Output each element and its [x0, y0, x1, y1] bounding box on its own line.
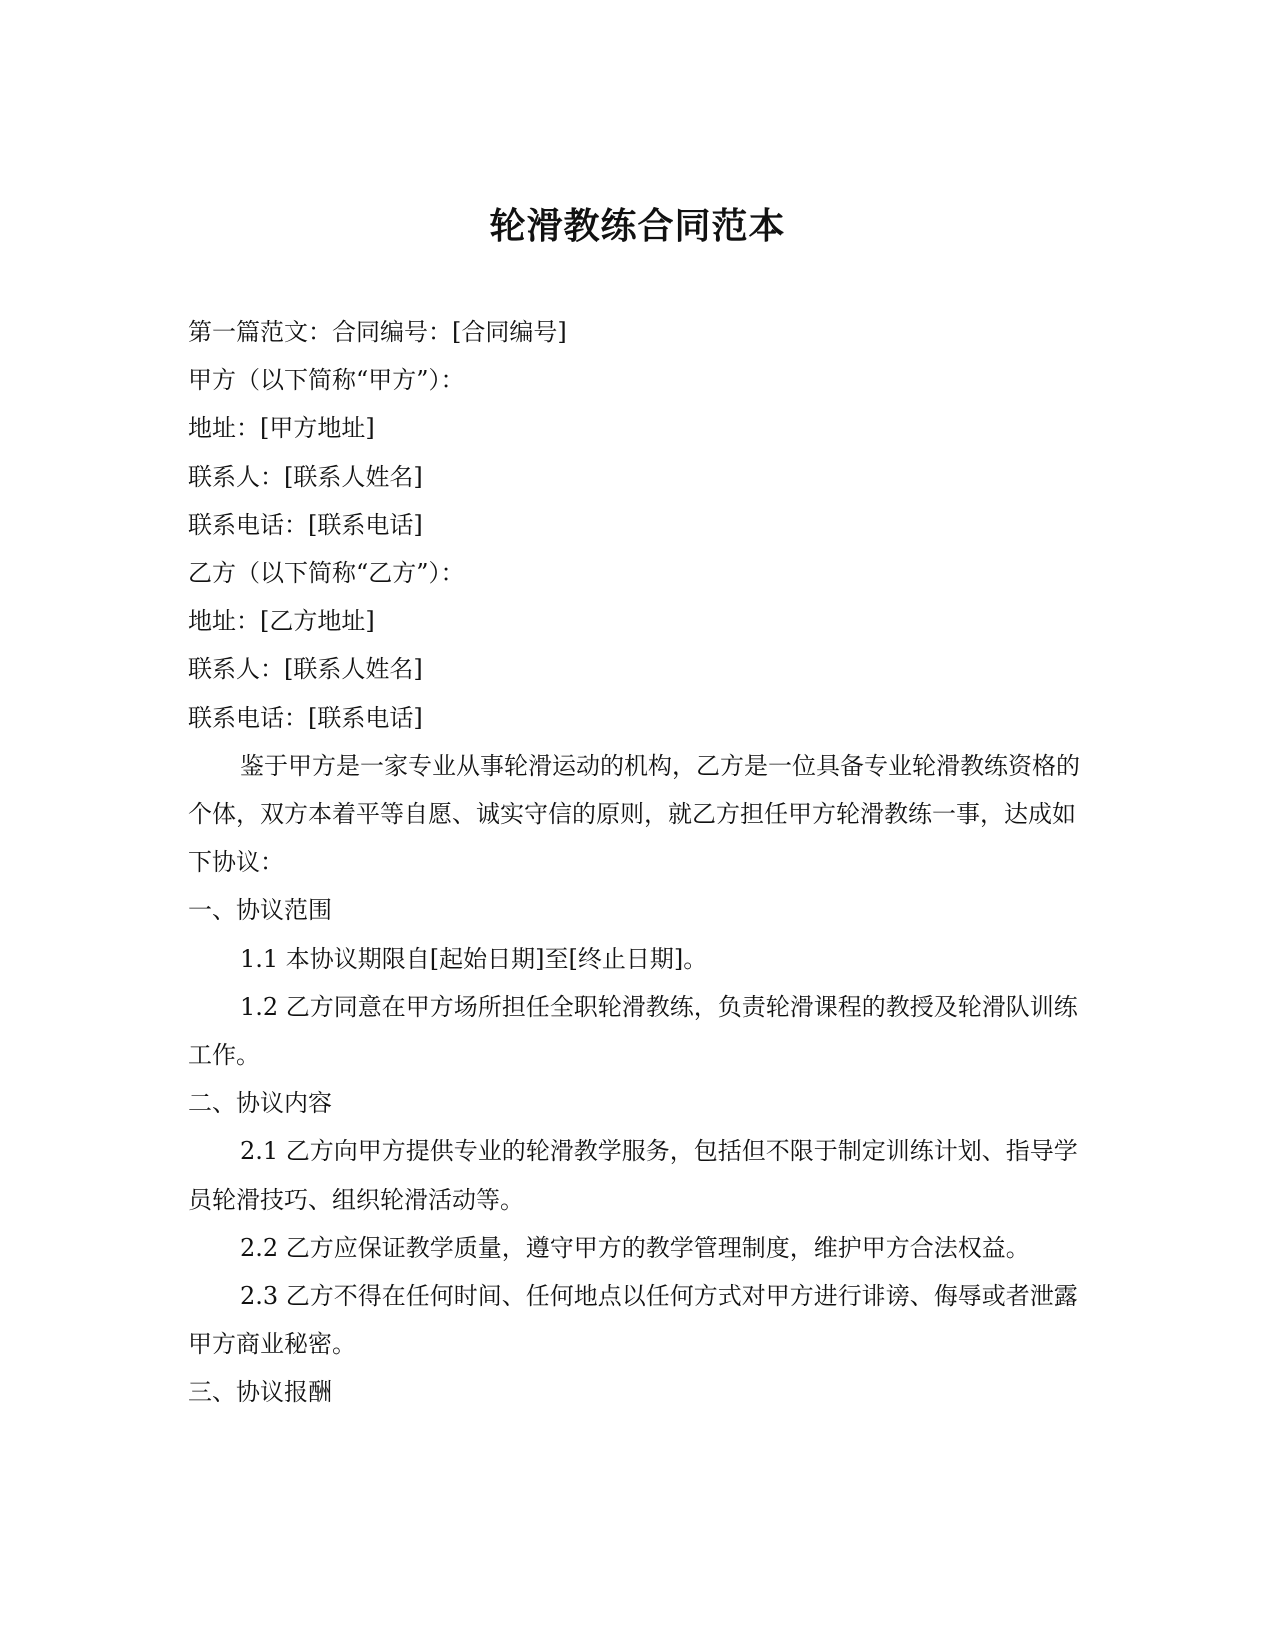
party-b-phone: 联系电话：[联系电话]: [188, 703, 423, 732]
section-heading-remuneration: 三、协议报酬: [188, 1378, 332, 1407]
clause-2-2: 2.2 乙方应保证教学质量，遵守甲方的教学管理制度，维护甲方合法权益。: [240, 1233, 1030, 1262]
document-body: [188, 308, 1090, 1417]
clause-1-1: 1.1 本协议期限自[起始日期]至[终止日期]。: [240, 944, 708, 973]
party-a-contact: 联系人：[联系人姓名]: [188, 462, 423, 491]
party-a-phone: 联系电话：[联系电话]: [188, 510, 423, 539]
document-title: 轮滑教练合同范本: [489, 205, 786, 247]
section-heading-content: 二、协议内容: [188, 1089, 332, 1118]
party-a-address: 地址：[甲方地址]: [188, 414, 375, 443]
clause-1-2: 1.2 乙方同意在甲方场所担任全职轮滑教练，负责轮滑课程的教授及轮滑队训练工作。: [188, 992, 1078, 1070]
party-b-address: 地址：[乙方地址]: [188, 607, 375, 636]
section-heading-scope: 一、协议范围: [188, 896, 332, 925]
party-b-heading: 乙方（以下简称“乙方”）：: [188, 559, 465, 588]
clause-2-1: 2.1 乙方向甲方提供专业的轮滑教学服务，包括但不限于制定训练计划、指导学员轮滑技巧、组织轮滑活动等。: [188, 1137, 1078, 1214]
party-a-heading: 甲方（以下简称“甲方”）：: [188, 366, 465, 395]
preamble-paragraph: 鉴于甲方是一家专业从事轮滑运动的机构，乙方是一位具备专业轮滑教练资格的个体，双方本着平等自愿、诚实守信的原则，就乙方担任甲方轮滑教练一事，达成如下协议：: [188, 751, 1080, 877]
party-b-contact: 联系人：[联系人姓名]: [188, 655, 423, 684]
clause-2-3: 2.3 乙方不得在任何时间、任何地点以任何方式对甲方进行诽谤、侮辱或者泄露甲方商业秘密。: [188, 1282, 1078, 1359]
contract-number-line: 第一篇范文：合同编号：[合同编号]: [188, 318, 567, 346]
